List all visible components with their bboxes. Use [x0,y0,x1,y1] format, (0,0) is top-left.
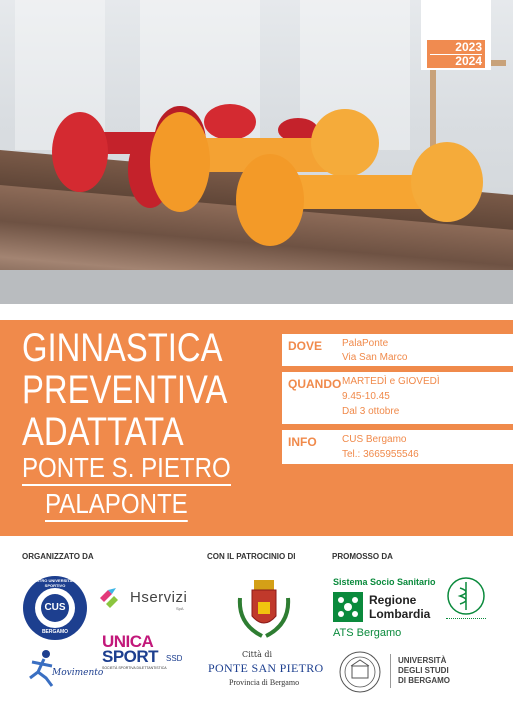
uni-divider [390,654,391,688]
universita-line-1: UNIVERSITÀ [398,656,447,665]
dove-label: DOVE [288,339,323,353]
hservizi-mark-icon [98,586,120,608]
unica-word: UNICA [102,632,154,651]
sss-label: Sistema Socio Sanitario [333,577,436,587]
universita-line-2: DEGLI STUDI [398,666,449,675]
info-value-1: CUS Bergamo [342,434,407,445]
quando-value-1: MARTEDÌ e GIOVEDÌ [342,376,440,387]
title-line-2: PREVENTIVA [22,368,228,412]
movimento-word: Movimento [52,668,104,678]
year-top: 2023 [455,40,482,54]
seal-caption [446,618,486,627]
dove-value-2: Via San Marco [342,352,408,363]
ponte-san-pietro-crest [236,578,292,642]
unica-sub: SOCIETÀ SPORTIVA DILETTANTISTICA [102,666,167,670]
sport-word: SPORT [102,647,159,666]
regione-word: Regione [369,593,417,607]
location-line-1: PONTE S. PIETRO [22,452,231,486]
info-value-2: Tel.: 3665955546 [342,449,419,460]
ats-label: ATS Bergamo [333,627,402,639]
info-label: INFO [288,435,317,449]
citta-di: Città di [242,650,273,659]
title-line-1: GINNASTICA [22,326,223,370]
unibg-seal-icon [338,650,382,694]
dove-value-1: PalaPonte [342,338,389,349]
ssd-word: SSD [166,654,183,663]
year-bottom: 2024 [430,54,482,68]
location-line-2: PALAPONTE [45,488,188,522]
lombardia-word: Lombardia [369,607,431,621]
patronage-heading: CON IL PATROCINIO DI [207,552,296,561]
health-seal-logo [446,576,486,628]
quando-value-3: Dal 3 ottobre [342,406,400,417]
quando-label: QUANDO [288,377,342,391]
organized-heading: ORGANIZZATO DA [22,552,94,561]
unibg-logo [338,650,382,694]
title-line-3: ADATTATA [22,410,184,454]
movimento-logo [22,648,104,688]
cus-ring-text: CENTRO UNIVERSITARIO SPORTIVO [30,578,80,588]
hservizi-sub: SpA [176,606,184,611]
comune-name: PONTE SAN PIETRO [208,661,324,675]
universita-line-3: DI BERGAMO [398,676,450,685]
quando-value-2: 9.45-10.45 [342,391,390,402]
hero-photo [0,0,513,304]
regione-lombardia-logo [333,592,443,622]
provincia: Provincia di Bergamo [229,678,300,687]
cus-logo [22,575,88,641]
caduceus-seal-icon [446,576,486,616]
crest-icon [236,578,292,642]
regione-rose-icon [333,592,363,622]
year-badge [427,40,485,68]
unica-sport-logo [102,632,198,672]
cus-city: BERGAMO [41,629,69,635]
promoted-heading: PROMOSSO DA [332,552,393,561]
hservizi-name: Hservizi [130,589,188,606]
cus-mark: CUS [44,602,66,613]
